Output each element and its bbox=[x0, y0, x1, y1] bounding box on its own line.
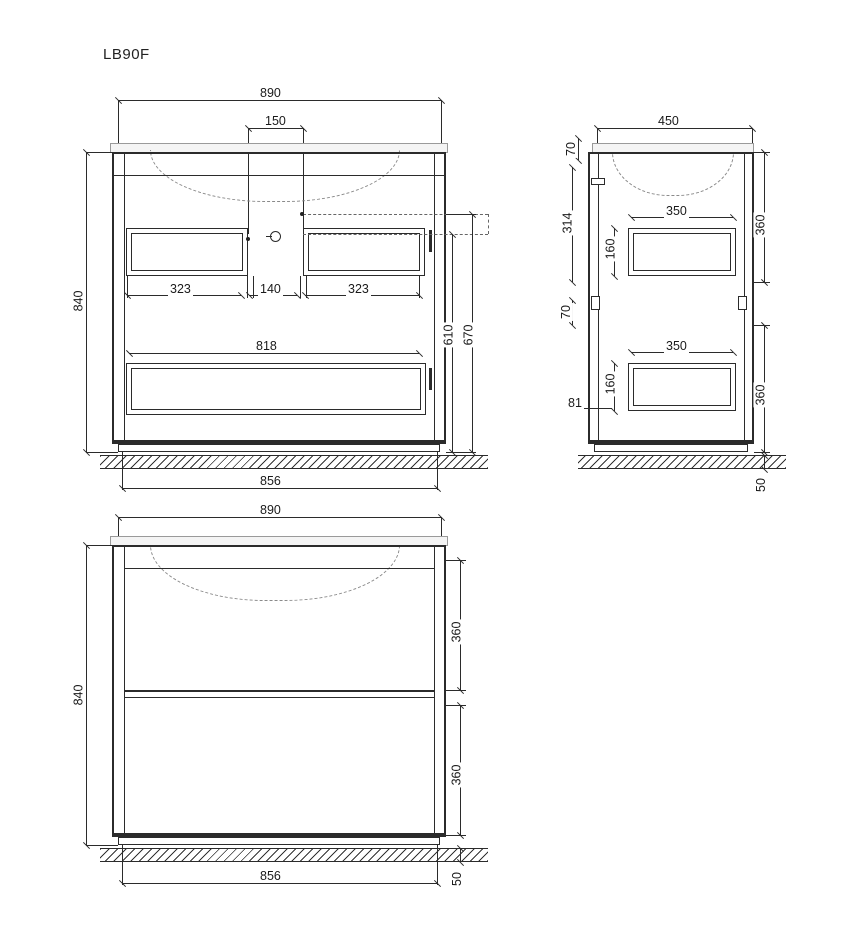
rear-top-rail bbox=[124, 568, 434, 569]
dim-350-upper: 350 bbox=[666, 204, 687, 218]
ext-line bbox=[446, 835, 466, 836]
ext-line bbox=[253, 276, 254, 298]
cabinet-left-inner-wall bbox=[124, 152, 125, 442]
dim-line-150 bbox=[248, 128, 303, 129]
dim-50-side: 50 bbox=[753, 478, 768, 492]
ext-line bbox=[754, 282, 770, 283]
plinth-rear bbox=[118, 837, 440, 845]
dim-line-890-front bbox=[118, 100, 441, 101]
lower-drawer-front-inner bbox=[131, 368, 421, 410]
ext-line bbox=[306, 276, 307, 298]
ext-line bbox=[300, 276, 301, 298]
handle-side-upper bbox=[591, 178, 605, 185]
ground-hatch-side bbox=[578, 455, 786, 469]
ext-line bbox=[86, 545, 112, 546]
dim-360-upper-side: 360 bbox=[753, 214, 768, 236]
dim-890-front: 890 bbox=[260, 86, 281, 100]
dim-160-upper: 160 bbox=[603, 238, 618, 260]
ext-line bbox=[437, 845, 438, 885]
upper-drawer-right-inner bbox=[308, 233, 420, 271]
dim-818: 818 bbox=[256, 339, 277, 353]
ext-line bbox=[86, 452, 118, 453]
dim-150: 150 bbox=[265, 114, 286, 128]
upper-drawer-side-inner bbox=[633, 233, 731, 271]
ext-line bbox=[754, 325, 770, 326]
dim-323-right: 323 bbox=[348, 282, 369, 296]
dim-line-818 bbox=[129, 353, 419, 354]
cabinet-top-rail bbox=[114, 175, 445, 176]
dim-856-front: 856 bbox=[260, 474, 281, 488]
dim-450: 450 bbox=[658, 114, 679, 128]
ext-line bbox=[446, 690, 466, 691]
ext-line bbox=[446, 452, 476, 453]
lower-drawer-side-inner bbox=[633, 368, 731, 406]
dim-line-70-top bbox=[578, 138, 579, 160]
dim-line-840-front bbox=[86, 152, 87, 452]
ext-line bbox=[247, 276, 248, 298]
ext-line bbox=[446, 214, 476, 215]
dim-70-lower: 70 bbox=[558, 305, 573, 319]
ext-line bbox=[86, 845, 118, 846]
dim-840-front: 840 bbox=[71, 290, 86, 312]
ext-line bbox=[127, 276, 128, 298]
dim-line-856-front bbox=[122, 488, 437, 489]
dim-140: 140 bbox=[260, 282, 281, 296]
construction-line-waste bbox=[303, 234, 488, 235]
upper-drawer-left-inner bbox=[131, 233, 243, 271]
ground-hatch-rear bbox=[100, 848, 488, 862]
ext-line bbox=[441, 100, 442, 148]
handle-side-mid bbox=[591, 296, 600, 310]
rear-mid-divider bbox=[124, 690, 434, 692]
page-title: LB90F bbox=[103, 46, 150, 63]
dim-350-lower: 350 bbox=[666, 339, 687, 353]
dim-70-top: 70 bbox=[563, 142, 578, 156]
handle-side-mid-right bbox=[738, 296, 747, 310]
dim-line-840-rear bbox=[86, 545, 87, 845]
construction-line-vert bbox=[488, 214, 489, 234]
dim-160-lower: 160 bbox=[603, 373, 618, 395]
dim-50-rear: 50 bbox=[449, 872, 464, 886]
dim-line-890-rear bbox=[118, 517, 441, 518]
dim-360-upper-rear: 360 bbox=[449, 621, 464, 643]
handle-right-lower bbox=[429, 368, 432, 390]
rear-right-inner-wall bbox=[434, 545, 435, 835]
rear-mid-divider-2 bbox=[124, 697, 434, 698]
ext-line bbox=[437, 452, 438, 490]
waste-outlet-tick bbox=[266, 236, 272, 237]
dim-840-rear: 840 bbox=[71, 684, 86, 706]
plinth-side bbox=[594, 444, 748, 452]
ext-line bbox=[86, 152, 112, 153]
ext-line bbox=[754, 152, 770, 153]
ext-line bbox=[419, 276, 420, 298]
dim-856-rear: 856 bbox=[260, 869, 281, 883]
dim-81: 81 bbox=[568, 396, 582, 410]
ext-line bbox=[122, 452, 123, 490]
dim-line-450 bbox=[597, 128, 752, 129]
dim-360-lower-rear: 360 bbox=[449, 764, 464, 786]
plinth-front bbox=[118, 444, 440, 452]
ground-hatch-front bbox=[100, 455, 488, 469]
tap-point-right bbox=[300, 212, 304, 216]
dim-610: 610 bbox=[441, 324, 456, 346]
dim-670: 670 bbox=[461, 324, 476, 346]
dim-314: 314 bbox=[560, 212, 575, 234]
ext-line bbox=[446, 560, 466, 561]
ext-line bbox=[118, 100, 119, 148]
tap-point-left bbox=[246, 237, 250, 241]
ext-line bbox=[122, 845, 123, 885]
dim-890-rear: 890 bbox=[260, 503, 281, 517]
ext-line bbox=[446, 705, 466, 706]
dim-360-lower-side: 360 bbox=[753, 384, 768, 406]
dim-line-856-rear bbox=[122, 883, 437, 884]
cabinet-right-inner-wall bbox=[434, 152, 435, 442]
dim-323-left: 323 bbox=[170, 282, 191, 296]
